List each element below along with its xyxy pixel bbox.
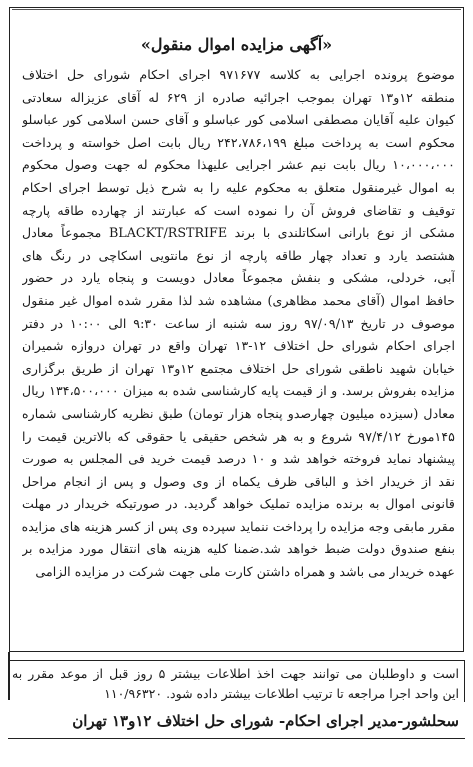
body-line: آبی، خردلی، مشکی و بنفش مجموعاً معادل دویست و پنجاه یارد در حضور <box>22 270 455 286</box>
body-line: بنفع صندوق دولت ضبط خواهد شد.ضمنا کلیه هزینه های انتقال مورد مزایده بر <box>22 541 455 557</box>
body-line: مشکی از نوع بارانی اسکاتلندی با برند BLACKT/RSTRIFE مجموعاً معادل <box>22 225 455 241</box>
body-line: منطقه ۱۲و۱۳ تهران بموجب اجرائیه صادره از ۶۲۹ له آقای عزیزاله سعادتی <box>22 89 455 105</box>
body-line: خیابان شهید ناطقی شورای حل اختلاف مجتمع ۱۲و۱۳ تهران از طریق برگزاری <box>22 360 455 376</box>
body-line: هشتصد یارد و تعداد چهار طاقه پارچه از نوع مانتویی اسکاچی در رنگ های <box>22 247 455 263</box>
notice-signature: سحلشور-مدیر اجرای احکام- شورای حل اختلاف ۱۲و۱۳ تهران <box>72 712 459 730</box>
body-line: مزایده بفروش برسد. و از قیمت پایه کارشناسی شده به میزان ۱۳۴،۵۰۰،۰۰۰ ریال <box>22 383 455 399</box>
body-line: نقد از خریدار اخذ و الباقی ظرف یکماه از وی وصول و پس از انجام مراحل <box>22 473 455 489</box>
body-line: اجرای احکام شورای حل اختلاف ۱۲-۱۳ تهران واقع در تهران دروازه شمیران <box>22 338 455 354</box>
body-line: قانونی اموال به برنده مزایده تملیک خواهد گردید. در صورتیکه خریدار در مهلت <box>22 496 455 512</box>
body-line: مقرر مابقی وجه مزایده را پرداخت ننماید سپرده وی پس از کسر هزینه های مزایده <box>22 518 455 534</box>
notice-body <box>22 64 455 584</box>
body-line: ۱۴۵مورخ ۹۷/۴/۱۲ شروع و به هر شخص حقیقی یا حقوقی که بالاترین قیمت را <box>22 428 455 444</box>
notice-bottom-text <box>12 664 459 704</box>
body-line: عهده خریدار می باشد و همراه داشتن کارت ملی جهت شرکت در مزایده الزامی <box>35 564 455 580</box>
bottom-line: این واحد اجرا مراجعه تا ترتیب اطلاعات بیشتر داده شود. ۱۱۰/۹۶۳۲۰ <box>104 686 459 701</box>
body-line: معادل (سیزده میلیون چهارصدو پنجاه هزار تومان) طبق نظریه کارشناسی شماره <box>22 405 455 421</box>
body-line: پیشنهاد نماید فروخته خواهد شد و ۱۰ درصد قیمت خرید فی المجلس به صورت <box>22 451 455 467</box>
bottom-line: است و داوطلبان می توانند جهت اخذ اطلاعات بیشتر ۵ روز قبل از موعد مقرر به <box>12 666 459 681</box>
body-line: محکوم است به پرداخت مبلغ ۲۴۲،۷۸۶،۱۹۹ ریال بابت اصل خواسته و پرداخت <box>22 134 455 150</box>
body-line: توقیف و تقاضای فروش آن را نموده است که عبارتند از چهارده طاقه پارچه <box>22 202 455 218</box>
body-line: موصوف در تاریخ ۹۷/۰۹/۱۳ روز سه شنبه از ساعت ۹:۳۰ الی ۱۰:۰۰ در دفتر <box>22 315 455 331</box>
notice-title: «آگهی مزایده اموال منقول» <box>140 35 333 54</box>
body-line: ۱۰،۰۰۰،۰۰۰ ریال بابت نیم عشر اجرایی علیهذا محکوم له جهت وصول محکوم <box>22 157 455 173</box>
body-line: به اموال غیرمنقول متعلق به محکوم علیه را به شرح ذیل توسط اجرای احکام <box>22 179 455 195</box>
body-line: کیوان علیه آقایان مصطفی اسلامی کور عباسلو و آقای حسن اسلامی کور عباسلو <box>22 112 455 128</box>
body-line: حافظ اموال (آقای محمد مظاهری) مشاهده شد لذا مقرر شده اموال غیر منقول <box>22 292 455 308</box>
signature-rule <box>8 738 465 739</box>
body-line: موضوع پرونده اجرایی به کلاسه ۹۷۱۶۷۷ اجرای احکام شورای حل اختلاف <box>22 67 455 82</box>
